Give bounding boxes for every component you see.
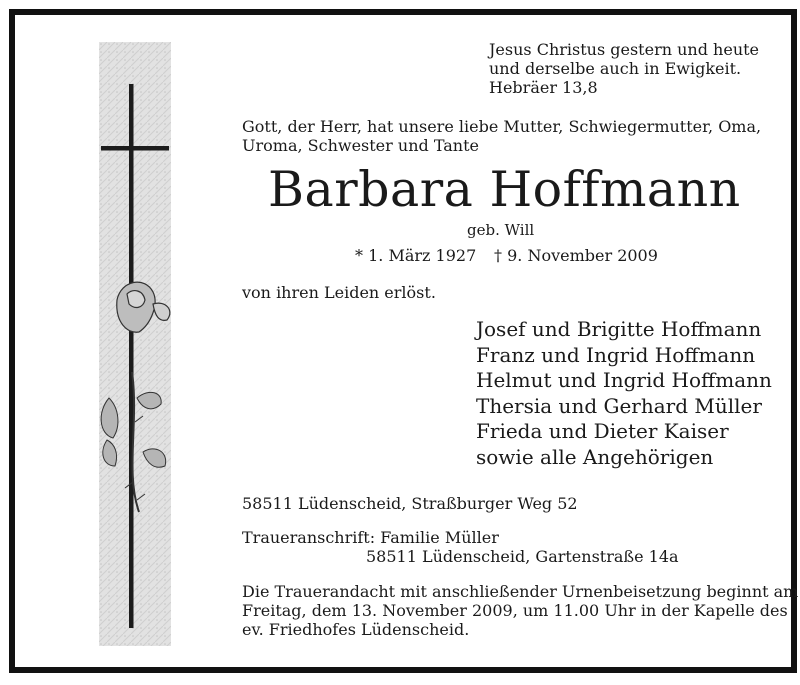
mourning-address-label: Traueranschrift: Familie Müller xyxy=(242,528,499,547)
intro-line-1: Gott, der Herr, hat unsere liebe Mutter, Schwiegermutter, Oma, xyxy=(242,117,762,136)
bible-verse xyxy=(489,40,759,97)
mourner-entry: Franz und Ingrid Hoffmann xyxy=(476,342,756,367)
intro-line-2: Uroma, Schwester und Tante xyxy=(242,136,479,155)
mourners-list xyxy=(476,317,772,470)
service-line-1: Die Trauerandacht mit anschließender Urnenbeisetzung beginnt am xyxy=(242,582,799,601)
verse-line-1: Jesus Christus gestern und heute xyxy=(489,40,760,59)
service-info xyxy=(242,582,798,639)
family-address: 58511 Lüdenscheid, Straßburger Weg 52 xyxy=(242,494,578,513)
mourner-entry: Frieda und Dieter Kaiser xyxy=(476,419,729,443)
mourner-entry: Josef und Brigitte Hoffmann xyxy=(476,317,762,341)
verse-line-2: und derselbe auch in Ewigkeit. xyxy=(489,59,742,78)
birth-name: geb. Will xyxy=(467,221,535,239)
birth-date: * 1. März 1927 xyxy=(355,246,477,265)
service-line-2: Freitag, dem 13. November 2009, um 11.00 Uhr in der Kapelle des xyxy=(242,601,788,620)
deceased-name: Barbara Hoffmann xyxy=(268,161,741,218)
mourner-entry: Helmut und Ingrid Hoffmann xyxy=(476,368,772,392)
intro-text xyxy=(242,117,761,155)
mourner-entry: Thersia und Gerhard Müller xyxy=(476,393,762,418)
death-date: † 9. November 2009 xyxy=(494,246,658,265)
mourning-address-street: 58511 Lüdenscheid, Gartenstraße 14a xyxy=(366,547,679,566)
service-line-3: ev. Friedhofes Lüdenscheid. xyxy=(242,620,470,639)
cross-with-rose-icon xyxy=(99,42,171,646)
mourner-entry: sowie alle Angehörigen xyxy=(476,444,714,469)
verse-reference: Hebräer 13,8 xyxy=(489,78,598,97)
released-text: von ihren Leiden erlöst. xyxy=(242,283,436,302)
